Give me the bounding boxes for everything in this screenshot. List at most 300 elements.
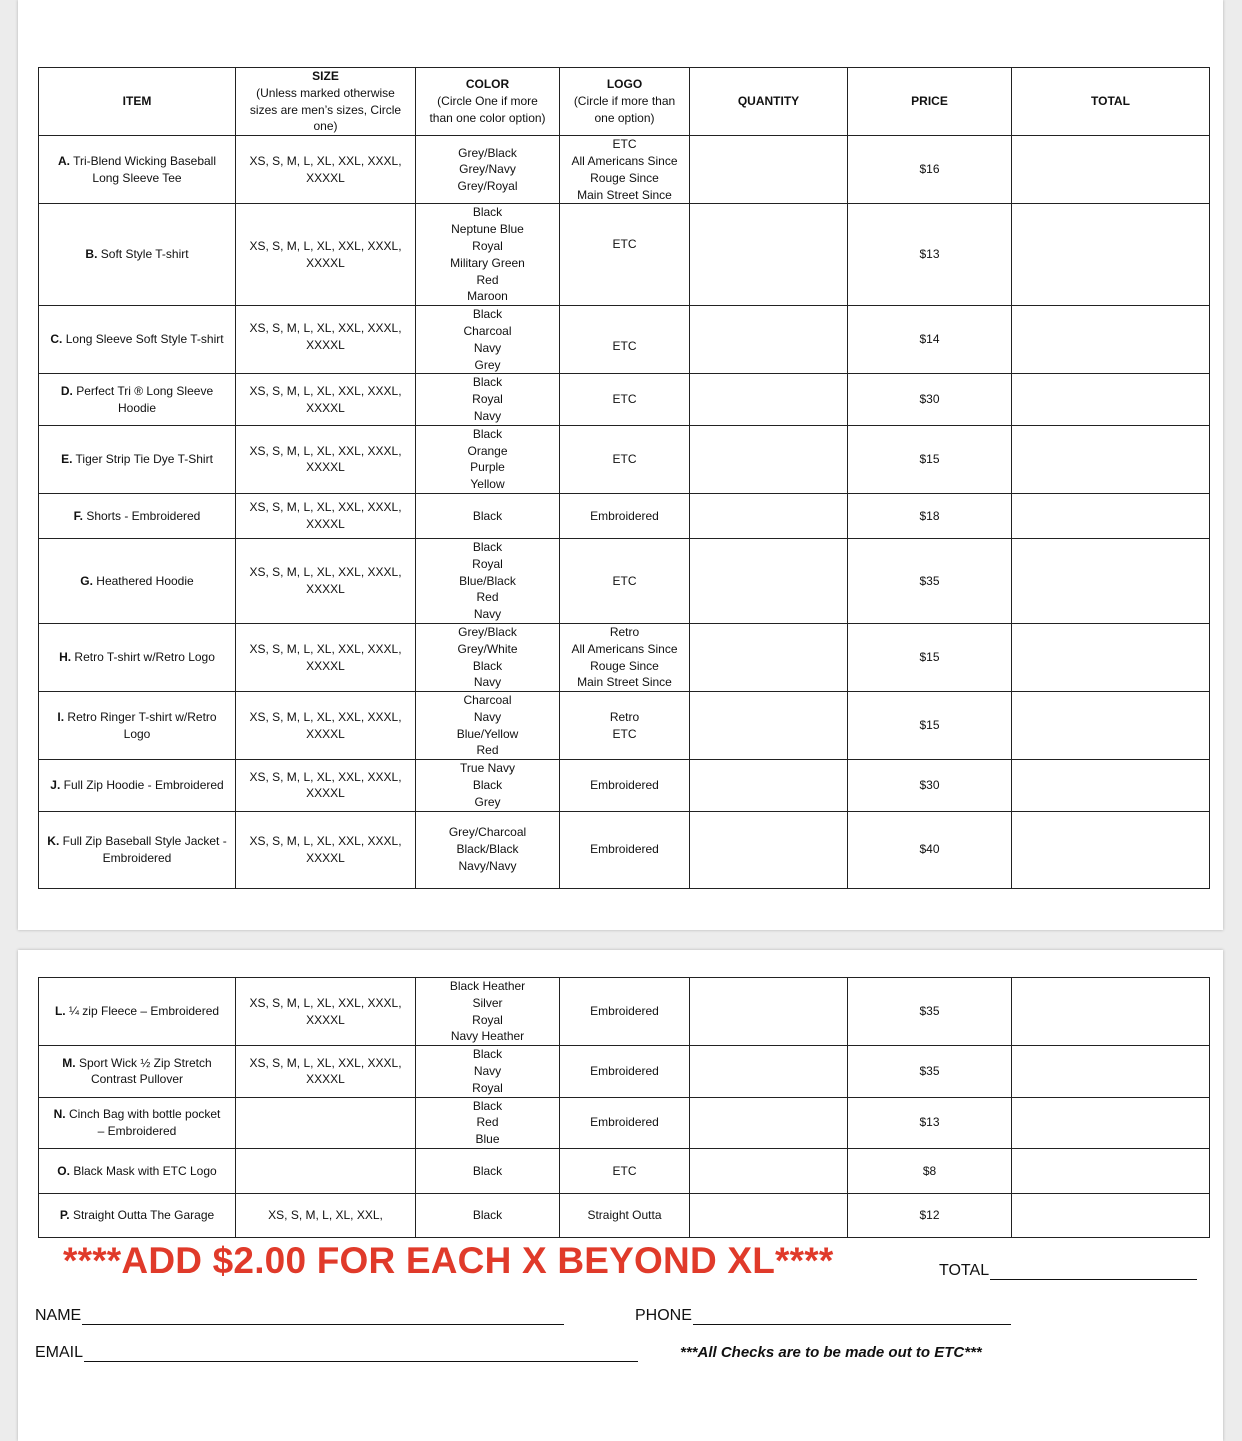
color-option-line: Black — [472, 539, 503, 554]
color-cell[interactable] — [416, 692, 560, 760]
color-option-line: Black/Black — [456, 842, 519, 857]
color-option-line: Navy — [473, 1063, 502, 1078]
color-option-line: Grey/Navy — [459, 162, 516, 177]
color-cell[interactable] — [416, 1046, 560, 1097]
price-cell: $16 — [848, 136, 1012, 204]
size-line: XXXXL — [306, 337, 345, 352]
table-row — [39, 811, 1210, 888]
item-cell — [39, 425, 236, 493]
email-line[interactable] — [84, 1346, 638, 1362]
name-label: NAME — [35, 1307, 82, 1324]
item-name-line — [43, 1003, 231, 1020]
logo-cell[interactable] — [560, 538, 690, 623]
header-color — [416, 68, 560, 136]
table-row — [39, 978, 1210, 1046]
item-cell — [39, 623, 236, 691]
logo-cell[interactable] — [560, 374, 690, 425]
item-cell — [39, 306, 236, 374]
size-cell[interactable] — [236, 978, 416, 1046]
logo-cell[interactable] — [560, 1046, 690, 1097]
total-cell[interactable] — [1012, 136, 1210, 204]
price-cell: $35 — [848, 978, 1012, 1046]
table-row — [39, 1148, 1210, 1193]
size-line: XXXXL — [306, 460, 345, 475]
color-option-line: Red — [476, 272, 499, 287]
checks-note: ***All Checks are to be made out to ETC*** — [680, 1344, 982, 1361]
item-name-line — [43, 400, 231, 417]
quantity-cell[interactable] — [690, 811, 848, 888]
item-name-text: Hoodie — [117, 400, 157, 415]
color-cell[interactable] — [416, 538, 560, 623]
item-letter: E. — [61, 451, 73, 466]
item-name-line — [43, 833, 231, 850]
color-option-line: Black — [472, 1047, 503, 1062]
logo-cell[interactable] — [560, 136, 690, 204]
size-cell[interactable] — [236, 1193, 416, 1237]
logo-option-line: Embroidered — [590, 1004, 659, 1019]
item-cell — [39, 136, 236, 204]
logo-cell[interactable] — [560, 1193, 690, 1237]
order-form-page-1 — [18, 0, 1223, 930]
size-cell[interactable] — [236, 1148, 416, 1193]
header-logo — [560, 68, 690, 136]
logo-cell[interactable] — [560, 811, 690, 888]
order-table-page-2 — [38, 977, 1210, 1238]
color-option-line: Royal — [472, 1080, 503, 1095]
header-size-sub-3: one) — [313, 119, 338, 134]
size-line: XS, S, M, L, XL, XXL, XXXL, — [249, 769, 402, 784]
total-cell[interactable] — [1012, 538, 1210, 623]
size-surcharge-notice: ****ADD $2.00 FOR EACH X BEYOND XL**** — [63, 1240, 834, 1281]
table-row — [39, 623, 1210, 691]
size-line: XXXXL — [306, 726, 345, 741]
item-name-text: Straight Outta The Garage — [72, 1208, 215, 1223]
size-line: XXXXL — [306, 581, 345, 596]
size-line: XS, S, M, L, XL, XXL, XXXL, — [249, 500, 402, 515]
item-name-text: Perfect Tri ® Long Sleeve — [76, 383, 214, 398]
color-cell[interactable] — [416, 374, 560, 425]
size-cell[interactable] — [236, 692, 416, 760]
item-name-text: Embroidered — [102, 850, 172, 865]
logo-option-line: All Americans Since — [571, 641, 678, 656]
quantity-cell[interactable] — [690, 760, 848, 811]
quantity-cell[interactable] — [690, 1193, 848, 1237]
price-cell: $8 — [848, 1148, 1012, 1193]
color-option-line: Grey/Royal — [457, 179, 518, 194]
table-row — [39, 204, 1210, 306]
size-cell[interactable] — [236, 493, 416, 538]
total-cell[interactable] — [1012, 623, 1210, 691]
total-cell[interactable] — [1012, 978, 1210, 1046]
size-line: XS, S, M, L, XL, XXL, XXXL, — [249, 383, 402, 398]
color-option-line: Black — [472, 375, 503, 390]
table-row — [39, 136, 1210, 204]
color-option-line: Black — [472, 205, 503, 220]
color-option-line: Black — [472, 778, 503, 793]
item-cell — [39, 374, 236, 425]
color-option-line: Black — [472, 1208, 503, 1223]
header-logo-sub-1: (Circle if more than — [573, 94, 676, 109]
price-cell: $12 — [848, 1193, 1012, 1237]
price-cell: $35 — [848, 538, 1012, 623]
logo-option-line: ETC — [612, 339, 637, 354]
total-cell[interactable] — [1012, 692, 1210, 760]
header-size-sub-2: sizes are men’s sizes, Circle — [249, 102, 402, 117]
logo-cell[interactable] — [560, 692, 690, 760]
color-option-line: Grey/Black — [458, 624, 517, 639]
logo-option-line: Rouge Since — [590, 658, 659, 673]
item-name-text: Retro T-shirt w/Retro Logo — [74, 650, 215, 665]
price-cell: $15 — [848, 425, 1012, 493]
price-cell: $18 — [848, 493, 1012, 538]
table-row — [39, 425, 1210, 493]
header-price: PRICE — [848, 68, 1012, 136]
table-row — [39, 692, 1210, 760]
item-letter: L. — [54, 1004, 66, 1019]
color-option-line: Royal — [472, 556, 503, 571]
logo-cell[interactable] — [560, 978, 690, 1046]
total-cell[interactable] — [1012, 374, 1210, 425]
logo-option-line: Main Street Since — [577, 675, 672, 690]
color-cell[interactable] — [416, 811, 560, 888]
color-option-line: Charcoal — [463, 323, 512, 338]
color-option-line: Navy — [473, 408, 502, 423]
item-name-line — [43, 1071, 231, 1088]
item-name-line — [43, 1106, 231, 1123]
logo-option-line: ETC — [612, 392, 637, 407]
color-cell[interactable] — [416, 978, 560, 1046]
color-option-line: True Navy — [460, 761, 515, 776]
item-name-text: Shorts - Embroidered — [86, 508, 201, 523]
color-cell[interactable] — [416, 1148, 560, 1193]
color-option-line: Black — [472, 307, 503, 322]
size-line: XXXXL — [306, 658, 345, 673]
total-cell[interactable] — [1012, 1148, 1210, 1193]
quantity-cell[interactable] — [690, 978, 848, 1046]
total-label: TOTAL — [939, 1262, 990, 1279]
color-option-line: Grey/Black — [458, 145, 517, 160]
header-item: ITEM — [39, 68, 236, 136]
total-cell[interactable] — [1012, 204, 1210, 306]
color-cell[interactable] — [416, 306, 560, 374]
color-option-line: Blue/Yellow — [456, 726, 519, 741]
color-option-line: Silver — [472, 995, 503, 1010]
quantity-cell[interactable] — [690, 1148, 848, 1193]
color-option-line: Royal — [472, 1012, 503, 1027]
item-cell — [39, 493, 236, 538]
header-size — [236, 68, 416, 136]
quantity-cell[interactable] — [690, 692, 848, 760]
phone-label: PHONE — [635, 1307, 692, 1324]
item-letter: P. — [59, 1208, 70, 1223]
color-cell[interactable] — [416, 760, 560, 811]
total-cell[interactable] — [1012, 1097, 1210, 1148]
color-cell[interactable] — [416, 204, 560, 306]
logo-option-line: Embroidered — [590, 1063, 659, 1078]
size-cell[interactable] — [236, 374, 416, 425]
logo-option-line: All Americans Since — [571, 153, 678, 168]
color-cell[interactable] — [416, 493, 560, 538]
item-name-text: Retro Ringer T-shirt w/Retro — [67, 709, 217, 724]
color-option-line: Blue — [475, 1132, 500, 1147]
item-cell — [39, 1148, 236, 1193]
size-line: XXXXL — [306, 255, 345, 270]
item-letter: D. — [60, 383, 73, 398]
table-row — [39, 1097, 1210, 1148]
quantity-cell[interactable] — [690, 136, 848, 204]
logo-cell[interactable] — [560, 204, 690, 306]
item-name-text: Tiger Strip Tie Dye T-Shirt — [75, 451, 213, 466]
item-cell — [39, 204, 236, 306]
logo-option-line: ETC — [612, 137, 637, 152]
logo-option-line: Retro — [609, 709, 640, 724]
item-name-text: Logo — [123, 726, 151, 741]
item-name-line — [43, 451, 231, 468]
size-line: XXXXL — [306, 786, 345, 801]
item-letter: I. — [57, 709, 65, 724]
item-name-text: ¼ zip Fleece – Embroidered — [68, 1004, 220, 1019]
item-name-line — [43, 1055, 231, 1072]
total-cell[interactable] — [1012, 493, 1210, 538]
item-cell — [39, 692, 236, 760]
size-cell[interactable] — [236, 425, 416, 493]
size-cell[interactable] — [236, 204, 416, 306]
size-line: XS, S, M, L, XL, XXL, XXXL, — [249, 995, 402, 1010]
quantity-cell[interactable] — [690, 425, 848, 493]
size-line: XS, S, M, L, XL, XXL, XXXL, — [249, 1055, 402, 1070]
table-row — [39, 1046, 1210, 1097]
order-rows-page-1 — [39, 136, 1210, 888]
item-cell — [39, 811, 236, 888]
quantity-cell[interactable] — [690, 623, 848, 691]
size-cell[interactable] — [236, 1046, 416, 1097]
logo-cell[interactable] — [560, 493, 690, 538]
item-name-line — [43, 777, 231, 794]
size-line: XS, S, M, L, XL, XXL, XXXL, — [249, 238, 402, 253]
size-cell[interactable] — [236, 306, 416, 374]
color-option-line: Grey — [474, 357, 501, 372]
quantity-cell[interactable] — [690, 374, 848, 425]
size-line: XS, S, M, L, XL, XXL, XXXL, — [249, 321, 402, 336]
logo-cell[interactable] — [560, 1097, 690, 1148]
logo-cell[interactable] — [560, 623, 690, 691]
quantity-cell[interactable] — [690, 538, 848, 623]
item-name-line — [43, 573, 231, 590]
name-field[interactable] — [35, 1307, 564, 1325]
item-name-text: Long Sleeve Soft Style T-shirt — [65, 332, 224, 347]
price-cell: $13 — [848, 204, 1012, 306]
quantity-cell[interactable] — [690, 1097, 848, 1148]
item-name-text: – Embroidered — [97, 1123, 177, 1138]
item-name-line — [43, 1207, 231, 1224]
item-letter: B. — [85, 247, 98, 262]
color-option-line: Red — [476, 743, 499, 758]
logo-option-line: ETC — [612, 1163, 637, 1178]
color-option-line: Orange — [467, 443, 508, 458]
total-cell[interactable] — [1012, 425, 1210, 493]
item-letter: J. — [50, 778, 61, 793]
header-size-sub-1: (Unless marked otherwise — [256, 85, 395, 100]
size-cell[interactable] — [236, 811, 416, 888]
item-letter: A. — [57, 153, 70, 168]
total-cell[interactable] — [1012, 306, 1210, 374]
item-name-line — [43, 170, 231, 187]
size-line: XS, S, M, L, XL, XXL, XXXL, — [249, 833, 402, 848]
item-name-line — [43, 649, 231, 666]
header-logo-sub-2: one option) — [594, 110, 655, 125]
color-option-line: Grey — [474, 794, 501, 809]
quantity-cell[interactable] — [690, 1046, 848, 1097]
item-name-line — [43, 383, 231, 400]
email-field[interactable] — [35, 1344, 638, 1362]
color-option-line: Navy — [473, 675, 502, 690]
total-cell[interactable] — [1012, 1193, 1210, 1237]
size-line: XXXXL — [306, 1072, 345, 1087]
table-row — [39, 1193, 1210, 1237]
name-line[interactable] — [82, 1309, 564, 1325]
item-letter: F. — [73, 508, 83, 523]
header-row — [39, 68, 1210, 136]
total-field[interactable] — [939, 1262, 1197, 1280]
logo-option-line: Straight Outta — [587, 1208, 662, 1223]
quantity-cell[interactable] — [690, 204, 848, 306]
price-cell: $30 — [848, 374, 1012, 425]
size-line: XS, S, M, L, XL, XXL, XXXL, — [249, 565, 402, 580]
logo-option-line: ETC — [612, 573, 637, 588]
item-letter: N. — [53, 1106, 66, 1121]
item-cell — [39, 538, 236, 623]
logo-option-line: Retro — [609, 624, 640, 639]
logo-option-line: Embroidered — [590, 778, 659, 793]
size-cell[interactable] — [236, 623, 416, 691]
table-row — [39, 538, 1210, 623]
item-cell — [39, 1097, 236, 1148]
color-option-line: Royal — [472, 238, 503, 253]
price-cell: $30 — [848, 760, 1012, 811]
total-cell[interactable] — [1012, 811, 1210, 888]
table-row — [39, 306, 1210, 374]
item-name-line — [43, 1163, 231, 1180]
item-letter: M. — [62, 1055, 76, 1070]
header-color-sub-2: than one color option) — [429, 110, 546, 125]
header-quantity: QUANTITY — [690, 68, 848, 136]
header-logo-title: LOGO — [606, 77, 643, 92]
size-line: XXXXL — [306, 170, 345, 185]
size-cell[interactable] — [236, 1097, 416, 1148]
price-cell: $13 — [848, 1097, 1012, 1148]
price-cell: $15 — [848, 692, 1012, 760]
color-option-line: Red — [476, 590, 499, 605]
item-letter: C. — [50, 332, 63, 347]
size-line: XS, S, M, L, XL, XXL, XXXL, — [249, 709, 402, 724]
item-name-line — [43, 331, 231, 348]
color-option-line: Black — [472, 658, 503, 673]
total-cell[interactable] — [1012, 760, 1210, 811]
size-line: XS, S, M, L, XL, XXL, XXXL, — [249, 641, 402, 656]
color-option-line: Military Green — [450, 255, 525, 270]
size-cell[interactable] — [236, 760, 416, 811]
color-option-line: Grey/White — [457, 641, 518, 656]
item-name-text: Black Mask with ETC Logo — [73, 1163, 217, 1178]
color-option-line: Navy/Navy — [458, 859, 517, 874]
color-option-line: Blue/Black — [459, 573, 516, 588]
color-cell[interactable] — [416, 623, 560, 691]
logo-option-line: Rouge Since — [590, 170, 659, 185]
size-line: XXXXL — [306, 850, 345, 865]
color-cell[interactable] — [416, 425, 560, 493]
color-option-line: Royal — [472, 392, 503, 407]
logo-option-line: Embroidered — [590, 842, 659, 857]
order-rows-page-2 — [39, 978, 1210, 1238]
item-cell — [39, 760, 236, 811]
item-name-line — [43, 508, 231, 525]
quantity-cell[interactable] — [690, 306, 848, 374]
color-cell[interactable] — [416, 1193, 560, 1237]
price-cell: $15 — [848, 623, 1012, 691]
size-cell[interactable] — [236, 538, 416, 623]
color-option-line: Black — [472, 1163, 503, 1178]
item-name-line — [43, 153, 231, 170]
phone-field[interactable] — [635, 1307, 1011, 1325]
header-color-title: COLOR — [465, 77, 510, 92]
phone-line[interactable] — [693, 1309, 1011, 1325]
order-table-page-1 — [38, 67, 1210, 889]
color-option-line: Black — [472, 508, 503, 523]
item-name-line — [43, 850, 231, 867]
table-row — [39, 493, 1210, 538]
logo-cell[interactable] — [560, 306, 690, 374]
logo-cell[interactable] — [560, 760, 690, 811]
color-cell[interactable] — [416, 136, 560, 204]
email-label: EMAIL — [35, 1344, 84, 1361]
item-name-text: Full Zip Hoodie - Embroidered — [63, 778, 224, 793]
logo-option-line: Main Street Since — [577, 187, 672, 202]
item-cell — [39, 1046, 236, 1097]
color-option-line: Black — [472, 1098, 503, 1113]
item-name-text: Sport Wick ½ Zip Stretch — [78, 1055, 212, 1070]
color-option-line: Purple — [470, 460, 505, 475]
header-size-title: SIZE — [312, 69, 339, 83]
item-name-line — [43, 726, 231, 743]
color-option-line: Yellow — [470, 477, 505, 492]
size-line: XS, S, M, L, XL, XXL, XXXL, — [249, 153, 402, 168]
price-cell: $35 — [848, 1046, 1012, 1097]
header-total: TOTAL — [1012, 68, 1210, 136]
logo-option-line: ETC — [612, 451, 637, 466]
item-letter: H. — [59, 650, 72, 665]
logo-option-line: ETC — [612, 237, 637, 252]
logo-cell[interactable] — [560, 1148, 690, 1193]
size-line: XXXXL — [306, 400, 345, 415]
size-line: XS, S, M, L, XL, XXL, XXXL, — [249, 443, 402, 458]
color-option-line: Neptune Blue — [451, 222, 524, 237]
color-option-line: Grey/Charcoal — [448, 825, 527, 840]
item-name-text: Heathered Hoodie — [96, 573, 194, 588]
color-option-line: Black Heather — [449, 979, 526, 993]
header-color-sub-1: (Circle One if more — [437, 94, 538, 109]
size-cell[interactable] — [236, 136, 416, 204]
color-cell[interactable] — [416, 1097, 560, 1148]
total-cell[interactable] — [1012, 1046, 1210, 1097]
logo-option-line: Embroidered — [590, 1115, 659, 1130]
item-letter: O. — [57, 1163, 70, 1178]
logo-cell[interactable] — [560, 425, 690, 493]
item-name-text: Full Zip Baseball Style Jacket - — [62, 833, 227, 848]
total-line[interactable] — [990, 1264, 1197, 1280]
color-option-line: Black — [472, 426, 503, 441]
item-name-line — [43, 246, 231, 263]
quantity-cell[interactable] — [690, 493, 848, 538]
